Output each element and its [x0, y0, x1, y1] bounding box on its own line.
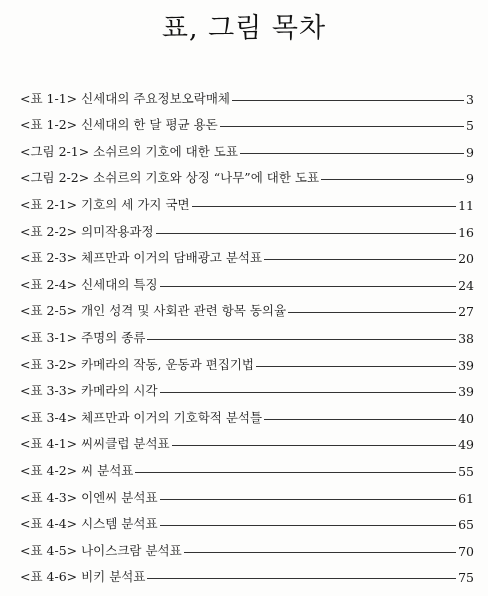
- toc-entry-label: <표 3-2> 카메라의 작동, 운동과 편집기법: [20, 356, 254, 372]
- toc-entry-page: 70: [458, 543, 474, 559]
- toc-entry-page: 55: [458, 463, 474, 479]
- toc-entry-label: <표 3-1> 주명의 종류: [20, 329, 146, 345]
- toc-leader-line: [220, 126, 464, 127]
- toc-leader-line: [156, 233, 457, 234]
- toc-entry-page: 27: [458, 304, 474, 320]
- toc-entry: [20, 373, 474, 400]
- toc-entry: [20, 559, 474, 586]
- toc-leader-line: [256, 366, 456, 367]
- toc-entry: [20, 266, 474, 293]
- toc-entry: [20, 240, 474, 267]
- toc-entry-label: <표 1-2> 신세대의 한 달 평균 용돈: [20, 117, 218, 133]
- toc-entry-label: <표 2-3> 체프만과 이거의 담배광고 분석표: [20, 250, 263, 266]
- toc-leader-line: [160, 499, 457, 500]
- toc-entry-label: <그림 2-2> 소쉬르의 기호와 상징 “나무”에 대한 도표: [20, 170, 320, 186]
- toc-entry-label: <그림 2-1> 소쉬르의 기호에 대한 도표: [20, 143, 238, 159]
- toc-entry: [20, 532, 474, 559]
- table-of-contents: [20, 80, 474, 585]
- toc-leader-line: [172, 445, 456, 446]
- toc-leader-line: [288, 312, 456, 313]
- toc-entry-page: 65: [458, 517, 474, 533]
- page-title: 표, 그림 목차: [161, 13, 327, 44]
- toc-entry-page: 49: [458, 437, 474, 453]
- toc-entry-page: 61: [458, 490, 474, 506]
- toc-leader-line: [184, 552, 456, 553]
- toc-entry-page: 39: [458, 384, 474, 400]
- toc-entry-label: <표 4-6> 비키 분석표: [20, 569, 146, 585]
- toc-leader-line: [264, 259, 456, 260]
- toc-entry: [20, 452, 474, 479]
- toc-entry-label: <표 2-5> 개인 성격 및 사회관 관련 항목 동의율: [20, 303, 287, 319]
- toc-entry: [20, 107, 474, 134]
- toc-entry-page: 40: [458, 410, 474, 426]
- toc-entry-label: <표 4-2> 씨 분석표: [20, 462, 134, 478]
- toc-entry: [20, 346, 474, 373]
- toc-entry-page: 5: [466, 118, 474, 134]
- toc-leader-line: [135, 472, 456, 473]
- toc-leader-line: [160, 286, 457, 287]
- toc-leader-line: [264, 419, 456, 420]
- toc-entry-label: <표 1-1> 신세대의 주요정보오락매체: [20, 90, 230, 106]
- toc-entry: [20, 133, 474, 160]
- toc-entry: [20, 399, 474, 426]
- toc-entry-page: 38: [458, 330, 474, 346]
- toc-entry-page: 9: [466, 171, 474, 187]
- toc-entry: [20, 186, 474, 213]
- toc-leader-line: [321, 179, 464, 180]
- toc-entry-page: 75: [458, 570, 474, 586]
- toc-entry-label: <표 4-3> 이엔씨 분석표: [20, 489, 158, 505]
- toc-entry-label: <표 3-4> 체프만과 이거의 기호학적 분석틀: [20, 409, 263, 425]
- toc-entry-page: 16: [458, 224, 474, 240]
- toc-leader-line: [232, 100, 464, 101]
- toc-leader-line: [192, 206, 456, 207]
- toc-entry: [20, 213, 474, 240]
- toc-entry-page: 20: [458, 251, 474, 267]
- toc-entry: [20, 160, 474, 187]
- toc-leader-line: [147, 339, 456, 340]
- toc-leader-line: [147, 578, 456, 579]
- toc-entry: [20, 479, 474, 506]
- toc-entry-page: 9: [466, 144, 474, 160]
- toc-entry: [20, 293, 474, 320]
- toc-entry-label: <표 3-3> 카메라의 시각: [20, 383, 158, 399]
- toc-entry: [20, 80, 474, 107]
- toc-entry-label: <표 4-4> 시스템 분석표: [20, 516, 158, 532]
- toc-entry: [20, 506, 474, 533]
- toc-entry-page: 11: [458, 197, 474, 213]
- toc-entry: [20, 426, 474, 453]
- toc-entry-page: 39: [458, 357, 474, 373]
- toc-entry-page: 24: [458, 277, 474, 293]
- toc-leader-line: [160, 392, 457, 393]
- toc-entry-label: <표 4-1> 씨씨클럽 분석표: [20, 436, 170, 452]
- toc-entry-label: <표 2-2> 의미작용과정: [20, 223, 154, 239]
- toc-entry: [20, 319, 474, 346]
- toc-entry-label: <표 2-4> 신세대의 특징: [20, 276, 158, 292]
- toc-leader-line: [240, 153, 464, 154]
- toc-entry-page: 3: [466, 91, 474, 107]
- toc-entry-label: <표 2-1> 기호의 세 가지 국면: [20, 196, 190, 212]
- toc-leader-line: [160, 525, 457, 526]
- toc-entry-label: <표 4-5> 나이스크람 분석표: [20, 542, 182, 558]
